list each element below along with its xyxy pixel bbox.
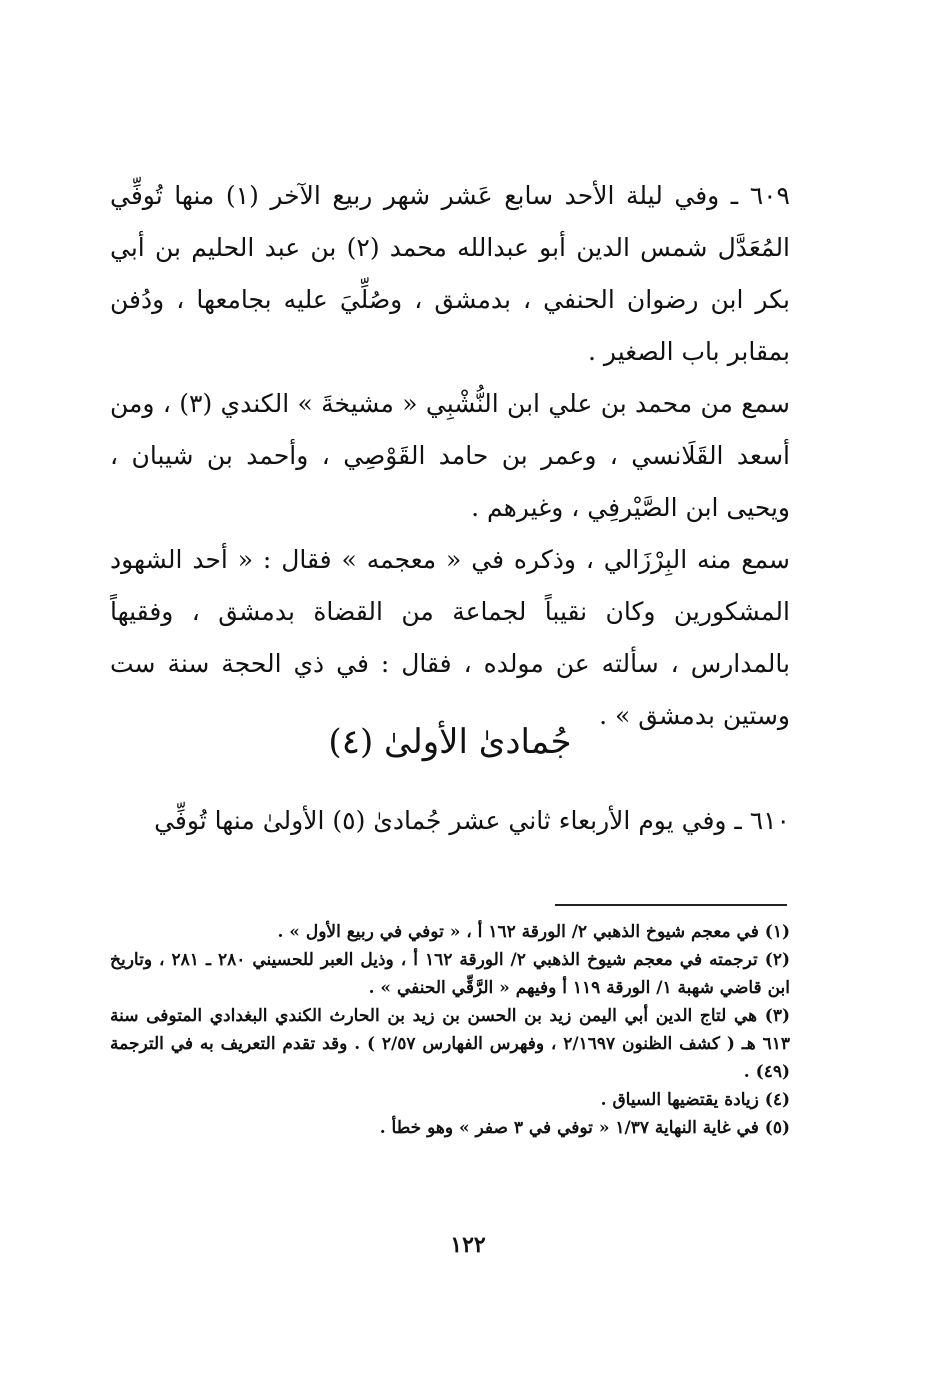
biography-entry-609 xyxy=(110,170,790,378)
footnote-separator xyxy=(555,904,787,906)
footnotes xyxy=(110,918,790,1142)
paragraph-entry-610: ٦١٠ ـ وفي يوم الأربعاء ثاني عشر جُمادىٰ (٥) الأولىٰ منها تُوفِّي xyxy=(154,806,790,835)
paragraph-teachers: سمع من محمد بن علي ابن النُّشْبِي « مشيخةَ » الكندي (٣) ، ومن أسعد القَلَانسي ، وعمر بن حامد القَوْصِي ، وأحمد بن شيبان ، ويحيى ابن الصَّيْرفِي ، وغيرهم . xyxy=(110,389,790,522)
footnote-5: (٥) في غاية النهاية ١/٣٧ « توفي في ٣ صفر » وهو خطأ . xyxy=(379,1118,790,1138)
biography-entry-610 xyxy=(110,795,790,847)
section-heading-jumada-al-ula: جُمادىٰ الأولىٰ (٤) xyxy=(328,722,572,762)
students-paragraph xyxy=(110,534,790,742)
paragraph-entry-609: ٦٠٩ ـ وفي ليلة الأحد سابع عَشر شهر ربيع الآخر (١) منها تُوفِّي المُعَدَّل شمس الدين أبو عبدالله محمد (٢) بن عبد الحليم بن أبي بكر ابن رضوان الحنفي ، بدمشق ، وصُلِّيَ عليه بجامعها ، ودُفن بمقابر باب الصغير . xyxy=(110,181,791,366)
page-number: ١٢٢ xyxy=(450,1232,486,1258)
teachers-paragraph xyxy=(110,378,790,534)
footnote-1: (١) في معجم شيوخ الذهبي ٢/ الورقة ١٦٢ أ ، « توفي في ربيع الأول » . xyxy=(277,922,790,942)
paragraph-students: سمع منه البِرْزَالي ، وذكره في « معجمه » فقال : « أحد الشهود المشكورين وكان نقيباً لجماعة من القضاة بدمشق ، وفقيهاً بالمدارس ، سألته عن مولده ، فقال : في ذي الحجة سنة ست وستين بدمشق » . xyxy=(110,545,790,730)
footnote-3: (٣) هي لتاج الدين أبي اليمن زيد بن الحسن بن زيد بن الحارث الكندي البغدادي المتوفى سنة ٦١٣ هـ ( كشف الظنون ٢/١٦٩٧ ، وفهرس الفهارس ٢/٥٧ ) . وقد تقدم التعريف به في الترجمة (٤٩) . xyxy=(110,1006,791,1082)
footnote-4: (٤) زيادة يقتضيها السياق . xyxy=(600,1090,790,1110)
footnote-2: (٢) ترجمته في معجم شيوخ الذهبي ٢/ الورقة ١٦٢ أ ، وذيل العبر للحسيني ٢٨٠ ـ ٢٨١ ، وتاريخ ابن قاضي شهبة ١/ الورقة ١١٩ أ وفيهم « الرَّقِّي الحنفي » . xyxy=(110,950,791,998)
